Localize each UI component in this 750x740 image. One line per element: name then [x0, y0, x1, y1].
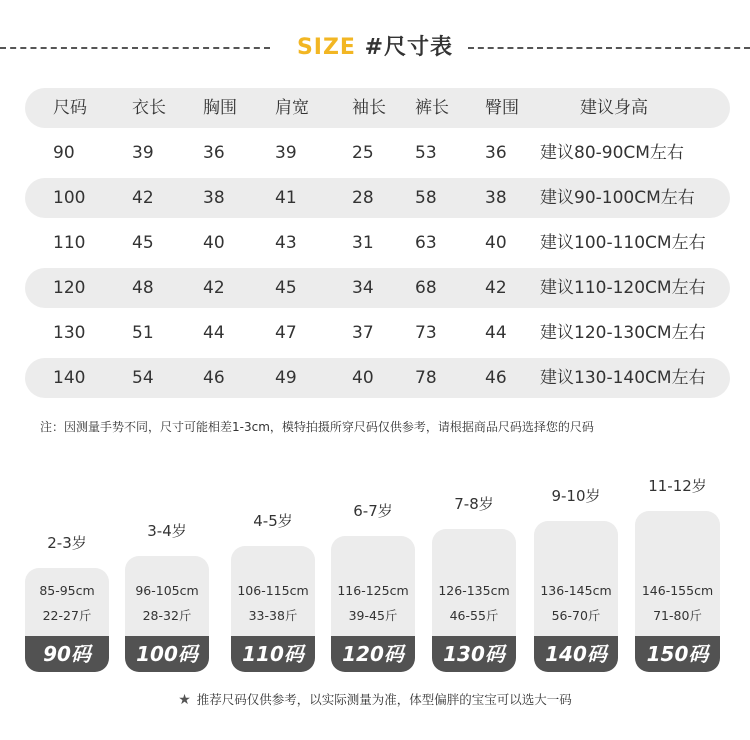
- cell-shoulder: 43: [275, 233, 297, 253]
- cell-size: 120: [53, 278, 86, 298]
- cell-hip: 38: [485, 188, 507, 208]
- cell-height: 建议120-130CM左右: [540, 323, 706, 343]
- title-size-chart: #尺寸表: [364, 35, 454, 60]
- card-size-code: 90码: [25, 636, 109, 672]
- card-weight-range: 28-32斤: [142, 608, 192, 623]
- footer-tip: [0, 690, 750, 708]
- card-body: [331, 536, 415, 672]
- card-body: [432, 529, 516, 672]
- cell-hip: 36: [485, 143, 507, 163]
- size-card: [331, 500, 415, 672]
- cell-pants: 63: [415, 233, 437, 253]
- card-age: 6-7岁: [353, 502, 393, 520]
- card-age: 3-4岁: [147, 522, 187, 540]
- cell-shoulder: 45: [275, 278, 297, 298]
- cell-chest: 44: [203, 323, 225, 343]
- table-row: [25, 268, 730, 308]
- size-card: [231, 510, 315, 672]
- card-size-code: 140码: [534, 636, 618, 672]
- card-size-code: 110码: [231, 636, 315, 672]
- cell-shoulder: 47: [275, 323, 297, 343]
- card-height-range: 106-115cm: [237, 583, 309, 598]
- cell-pants: 58: [415, 188, 437, 208]
- cell-size: 90: [53, 143, 75, 163]
- card-size-code: 130码: [432, 636, 516, 672]
- cell-chest: 46: [203, 368, 225, 388]
- card-body: [231, 546, 315, 672]
- card-weight-range: 71-80斤: [653, 608, 702, 623]
- cell-sleeve: 28: [352, 188, 374, 208]
- cell-size: 140: [53, 368, 86, 388]
- table-row: [25, 313, 730, 353]
- cell-chest: 38: [203, 188, 225, 208]
- card-height-range: 126-135cm: [438, 583, 510, 598]
- card-weight-range: 46-55斤: [449, 608, 499, 623]
- card-age: 4-5岁: [253, 512, 293, 530]
- cell-hip: 42: [485, 278, 507, 298]
- header-length: 衣长: [132, 98, 166, 118]
- cell-shoulder: 49: [275, 368, 297, 388]
- cell-pants: 73: [415, 323, 437, 343]
- size-card: [125, 520, 209, 672]
- card-age: 2-3岁: [47, 534, 87, 552]
- page-title: [0, 30, 750, 61]
- cell-chest: 42: [203, 278, 225, 298]
- cell-length: 48: [132, 278, 154, 298]
- header-height: 建议身高: [580, 98, 648, 118]
- cell-shoulder: 41: [275, 188, 297, 208]
- header-shoulder: 肩宽: [275, 98, 309, 118]
- cell-shoulder: 39: [275, 143, 297, 163]
- header-hip: 臀围: [485, 98, 519, 118]
- cell-size: 130: [53, 323, 86, 343]
- card-height-range: 116-125cm: [337, 583, 409, 598]
- table-row: [25, 178, 730, 218]
- cell-sleeve: 34: [352, 278, 374, 298]
- table-header-row: [25, 88, 730, 128]
- cell-size: 100: [53, 188, 86, 208]
- cell-pants: 78: [415, 368, 437, 388]
- card-size-code: 120码: [331, 636, 415, 672]
- cell-chest: 36: [203, 143, 225, 163]
- cell-sleeve: 37: [352, 323, 374, 343]
- card-body: [125, 556, 209, 672]
- cell-size: 110: [53, 233, 86, 253]
- cell-hip: 46: [485, 368, 507, 388]
- cell-length: 45: [132, 233, 154, 253]
- cell-height: 建议110-120CM左右: [540, 278, 706, 298]
- cell-height: 建议80-90CM左右: [540, 143, 684, 163]
- size-card: [635, 475, 720, 672]
- card-age: 7-8岁: [454, 495, 494, 513]
- cell-sleeve: 40: [352, 368, 374, 388]
- cell-chest: 40: [203, 233, 225, 253]
- measurement-note: 注：因测量手势不同，尺寸可能相差1-3cm，模特拍摄所穿尺码仅供参考，请根据商品尺码选择您的尺码: [40, 420, 594, 434]
- card-body: [534, 521, 618, 672]
- header-pants: 裤长: [415, 98, 449, 118]
- cell-length: 42: [132, 188, 154, 208]
- cell-pants: 53: [415, 143, 437, 163]
- size-card: [432, 493, 516, 672]
- table-row: [25, 133, 730, 173]
- card-age: 9-10岁: [551, 487, 601, 505]
- header-size: 尺码: [53, 98, 87, 118]
- cell-length: 51: [132, 323, 154, 343]
- star-icon: ★: [178, 692, 191, 708]
- cell-hip: 40: [485, 233, 507, 253]
- card-weight-range: 56-70斤: [551, 608, 601, 623]
- card-weight-range: 33-38斤: [248, 608, 298, 623]
- cell-height: 建议90-100CM左右: [540, 188, 695, 208]
- table-row: [25, 223, 730, 263]
- cell-height: 建议100-110CM左右: [540, 233, 706, 253]
- card-size-code: 100码: [125, 636, 209, 672]
- cell-pants: 68: [415, 278, 437, 298]
- size-card: [25, 532, 109, 672]
- cell-sleeve: 31: [352, 233, 374, 253]
- header-chest: 胸围: [203, 98, 237, 118]
- cell-sleeve: 25: [352, 143, 374, 163]
- card-weight-range: 39-45斤: [348, 608, 398, 623]
- card-height-range: 136-145cm: [540, 583, 612, 598]
- card-height-range: 96-105cm: [135, 583, 199, 598]
- card-body: [635, 511, 720, 672]
- card-age: 11-12岁: [648, 477, 707, 495]
- card-height-range: 146-155cm: [641, 583, 714, 598]
- card-height-range: 85-95cm: [39, 583, 95, 598]
- size-card: [534, 485, 618, 672]
- card-body: [25, 568, 109, 672]
- title-size-word: SIZE: [296, 35, 356, 60]
- cell-height: 建议130-140CM左右: [540, 368, 706, 388]
- cell-length: 54: [132, 368, 154, 388]
- cell-length: 39: [132, 143, 154, 163]
- cell-hip: 44: [485, 323, 507, 343]
- card-size-code: 150码: [635, 636, 720, 672]
- footer-text: 推荐尺码仅供参考，以实际测量为准，体型偏胖的宝宝可以选大一码: [196, 692, 572, 707]
- table-row: [25, 358, 730, 398]
- header-sleeve: 袖长: [352, 98, 386, 118]
- card-weight-range: 22-27斤: [42, 608, 92, 623]
